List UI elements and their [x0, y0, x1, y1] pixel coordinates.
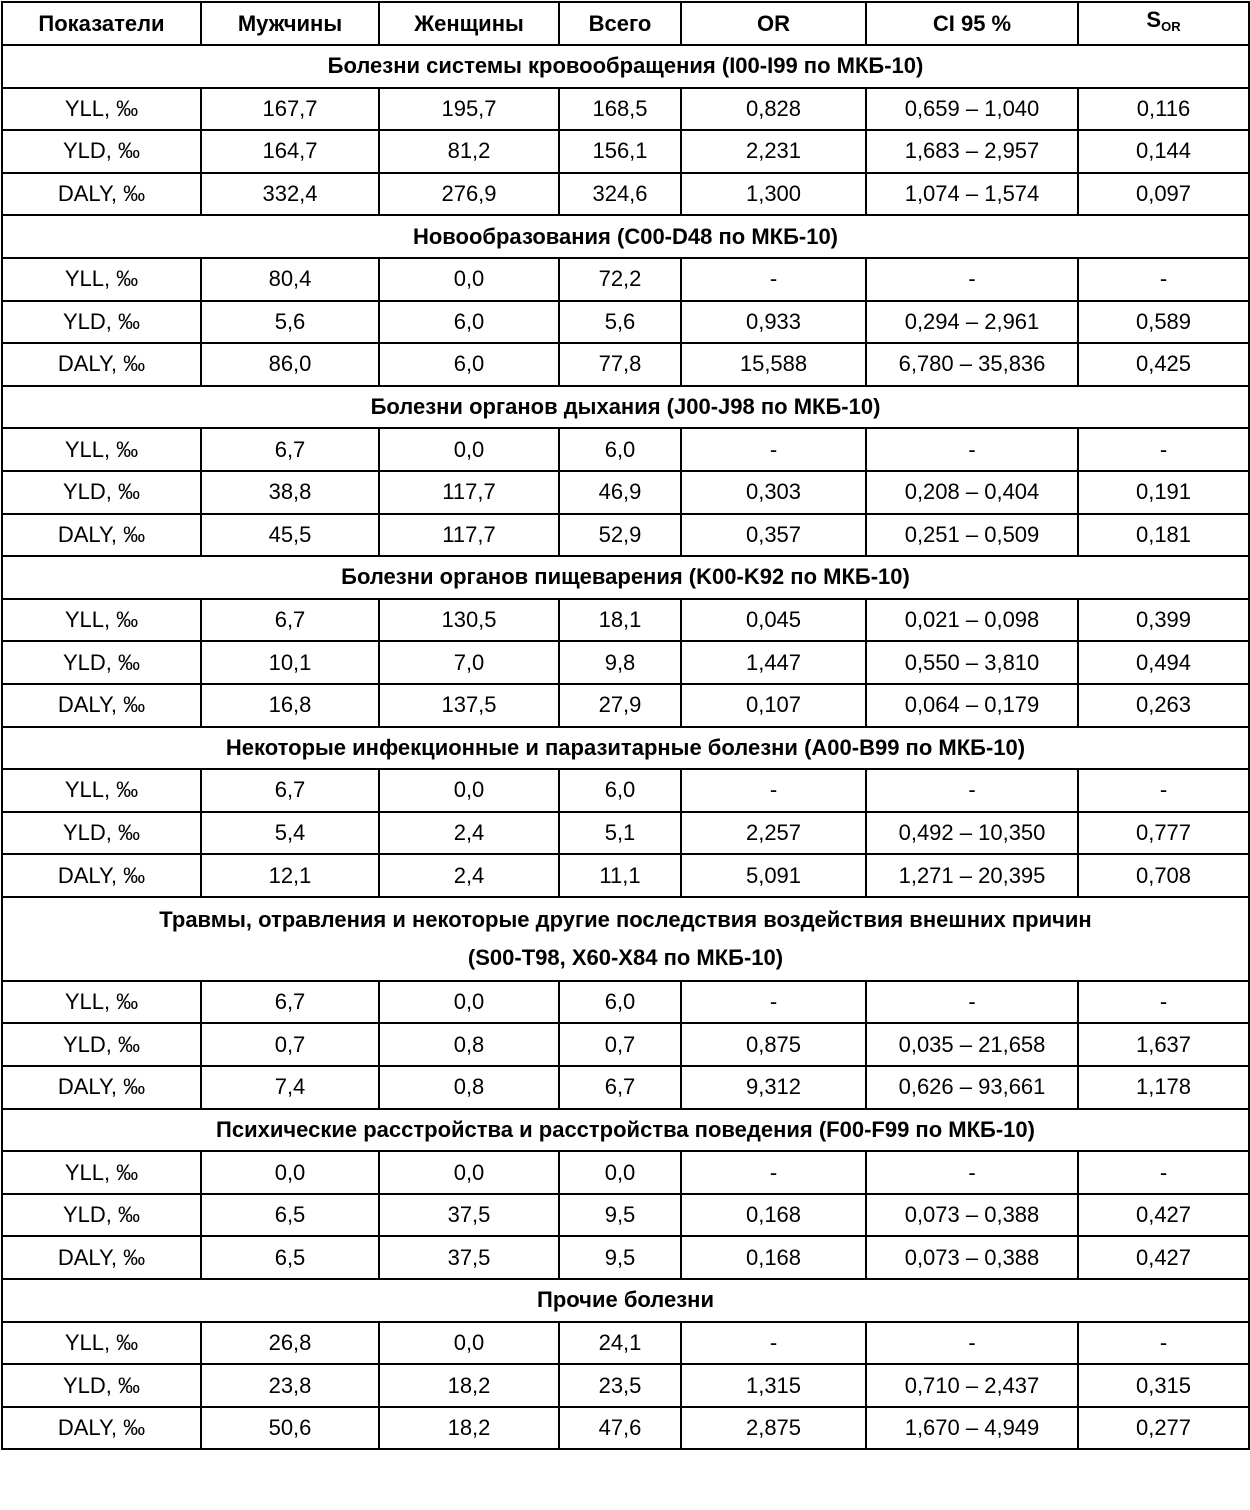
table-row [2, 343, 1249, 386]
cell-women: 0,0 [379, 981, 559, 1024]
table-body [2, 45, 1249, 1449]
table-row [2, 1364, 1249, 1407]
cell-total: 5,1 [559, 812, 681, 855]
cell-sor: 1,178 [1078, 1066, 1249, 1109]
cell-ci: 0,710 – 2,437 [866, 1364, 1078, 1407]
section-title-text: Травмы, отравления и некоторые другие последствия воздействия внешних причин [159, 906, 1092, 932]
cell-total: 27,9 [559, 684, 681, 727]
section-row [2, 897, 1249, 981]
cell-label: YLD, ‰ [2, 812, 201, 855]
cell-ci: 0,626 – 93,661 [866, 1066, 1078, 1109]
cell-men: 6,7 [201, 428, 379, 471]
cell-women: 0,8 [379, 1066, 559, 1109]
cell-women: 18,2 [379, 1364, 559, 1407]
cell-sor: - [1078, 428, 1249, 471]
cell-ci: - [866, 428, 1078, 471]
table-row [2, 981, 1249, 1024]
cell-women: 0,0 [379, 769, 559, 812]
cell-sor: 0,777 [1078, 812, 1249, 855]
cell-or: 0,875 [681, 1023, 866, 1066]
cell-or: 0,828 [681, 88, 866, 131]
section-title-text: Психические расстройства и расстройства поведения (F00-F99 по МКБ-10) [216, 1116, 1035, 1142]
table-row [2, 301, 1249, 344]
cell-men: 332,4 [201, 173, 379, 216]
header-sor [1078, 2, 1249, 45]
cell-women: 2,4 [379, 812, 559, 855]
cell-label: YLD, ‰ [2, 1364, 201, 1407]
cell-women: 195,7 [379, 88, 559, 131]
cell-total: 24,1 [559, 1322, 681, 1365]
table-row [2, 471, 1249, 514]
cell-label: YLD, ‰ [2, 130, 201, 173]
cell-label: DALY, ‰ [2, 514, 201, 557]
cell-label: YLL, ‰ [2, 599, 201, 642]
table-row [2, 1236, 1249, 1279]
cell-sor: 0,494 [1078, 641, 1249, 684]
table-row [2, 641, 1249, 684]
section-title [2, 215, 1249, 258]
cell-ci: 1,670 – 4,949 [866, 1407, 1078, 1450]
cell-total: 6,0 [559, 981, 681, 1024]
table-row [2, 854, 1249, 897]
cell-men: 0,0 [201, 1151, 379, 1194]
cell-men: 6,5 [201, 1194, 379, 1237]
cell-total: 72,2 [559, 258, 681, 301]
cell-label: YLD, ‰ [2, 1194, 201, 1237]
cell-men: 12,1 [201, 854, 379, 897]
cell-total: 52,9 [559, 514, 681, 557]
cell-total: 47,6 [559, 1407, 681, 1450]
table-row [2, 599, 1249, 642]
cell-ci: 1,683 – 2,957 [866, 130, 1078, 173]
cell-total: 168,5 [559, 88, 681, 131]
cell-or: 0,303 [681, 471, 866, 514]
table-row [2, 1194, 1249, 1237]
cell-label: YLL, ‰ [2, 1151, 201, 1194]
cell-sor: 0,263 [1078, 684, 1249, 727]
cell-total: 5,6 [559, 301, 681, 344]
cell-label: YLD, ‰ [2, 641, 201, 684]
cell-ci: 0,251 – 0,509 [866, 514, 1078, 557]
table-row [2, 684, 1249, 727]
header-men: Мужчины [201, 2, 379, 45]
cell-men: 167,7 [201, 88, 379, 131]
section-row [2, 1279, 1249, 1322]
cell-label: YLD, ‰ [2, 471, 201, 514]
cell-or: 0,933 [681, 301, 866, 344]
cell-or: - [681, 769, 866, 812]
section-title [2, 556, 1249, 599]
table-row [2, 812, 1249, 855]
cell-or: 1,315 [681, 1364, 866, 1407]
section-title [2, 386, 1249, 429]
cell-label: YLD, ‰ [2, 301, 201, 344]
cell-women: 117,7 [379, 514, 559, 557]
cell-men: 6,5 [201, 1236, 379, 1279]
cell-sor: - [1078, 1151, 1249, 1194]
header-or: OR [681, 2, 866, 45]
section-row [2, 556, 1249, 599]
cell-sor: 0,315 [1078, 1364, 1249, 1407]
cell-sor: 1,637 [1078, 1023, 1249, 1066]
cell-total: 6,7 [559, 1066, 681, 1109]
cell-label: YLL, ‰ [2, 428, 201, 471]
cell-label: DALY, ‰ [2, 343, 201, 386]
section-title-text: Болезни системы кровообращения (I00-I99 по МКБ-10) [327, 53, 924, 79]
cell-or: 15,588 [681, 343, 866, 386]
table-row [2, 769, 1249, 812]
cell-sor: 0,144 [1078, 130, 1249, 173]
cell-ci: - [866, 258, 1078, 301]
cell-total: 0,0 [559, 1151, 681, 1194]
cell-label: DALY, ‰ [2, 854, 201, 897]
cell-men: 38,8 [201, 471, 379, 514]
cell-label: DALY, ‰ [2, 1407, 201, 1450]
cell-ci: 0,294 – 2,961 [866, 301, 1078, 344]
cell-women: 6,0 [379, 343, 559, 386]
cell-men: 6,7 [201, 599, 379, 642]
cell-ci: - [866, 769, 1078, 812]
cell-sor: 0,425 [1078, 343, 1249, 386]
cell-men: 5,4 [201, 812, 379, 855]
cell-total: 46,9 [559, 471, 681, 514]
cell-women: 7,0 [379, 641, 559, 684]
section-row [2, 386, 1249, 429]
section-title [2, 1109, 1249, 1152]
cell-or: 9,312 [681, 1066, 866, 1109]
cell-women: 0,0 [379, 1151, 559, 1194]
cell-men: 6,7 [201, 981, 379, 1024]
cell-women: 117,7 [379, 471, 559, 514]
cell-women: 37,5 [379, 1194, 559, 1237]
cell-sor: 0,427 [1078, 1194, 1249, 1237]
cell-or: 0,107 [681, 684, 866, 727]
cell-label: DALY, ‰ [2, 684, 201, 727]
cell-ci: 0,064 – 0,179 [866, 684, 1078, 727]
cell-men: 26,8 [201, 1322, 379, 1365]
cell-total: 9,8 [559, 641, 681, 684]
cell-women: 6,0 [379, 301, 559, 344]
cell-total: 0,7 [559, 1023, 681, 1066]
section-title-text: Болезни органов дыхания (J00-J98 по МКБ-10) [370, 394, 881, 420]
cell-women: 276,9 [379, 173, 559, 216]
cell-label: DALY, ‰ [2, 1066, 201, 1109]
cell-ci: - [866, 1322, 1078, 1365]
section-title-text: Болезни органов пищеварения (K00-K92 по МКБ-10) [341, 564, 910, 590]
cell-label: YLL, ‰ [2, 769, 201, 812]
cell-or: - [681, 428, 866, 471]
cell-sor: 0,277 [1078, 1407, 1249, 1450]
cell-sor: - [1078, 258, 1249, 301]
header-total: Всего [559, 2, 681, 45]
cell-ci: 1,271 – 20,395 [866, 854, 1078, 897]
cell-women: 0,0 [379, 258, 559, 301]
cell-ci: 0,550 – 3,810 [866, 641, 1078, 684]
header-ci: CI 95 % [866, 2, 1078, 45]
cell-women: 130,5 [379, 599, 559, 642]
section-row [2, 45, 1249, 88]
cell-or: - [681, 1151, 866, 1194]
cell-total: 9,5 [559, 1194, 681, 1237]
cell-total: 324,6 [559, 173, 681, 216]
cell-women: 2,4 [379, 854, 559, 897]
cell-ci: - [866, 981, 1078, 1024]
cell-label: DALY, ‰ [2, 173, 201, 216]
section-title [2, 45, 1249, 88]
cell-sor: 0,097 [1078, 173, 1249, 216]
cell-men: 6,7 [201, 769, 379, 812]
cell-or: 0,357 [681, 514, 866, 557]
section-title [2, 1279, 1249, 1322]
table-row [2, 428, 1249, 471]
section-row [2, 1109, 1249, 1152]
cell-total: 23,5 [559, 1364, 681, 1407]
table-row [2, 88, 1249, 131]
cell-men: 45,5 [201, 514, 379, 557]
cell-men: 23,8 [201, 1364, 379, 1407]
header-sor-sub: OR [1161, 19, 1181, 34]
cell-sor: - [1078, 981, 1249, 1024]
cell-men: 7,4 [201, 1066, 379, 1109]
cell-or: 0,045 [681, 599, 866, 642]
cell-sor: 0,116 [1078, 88, 1249, 131]
cell-total: 18,1 [559, 599, 681, 642]
table-row [2, 258, 1249, 301]
cell-ci: 0,208 – 0,404 [866, 471, 1078, 514]
cell-women: 37,5 [379, 1236, 559, 1279]
cell-or: 0,168 [681, 1236, 866, 1279]
header-indicator: Показатели [2, 2, 201, 45]
data-table [1, 1, 1250, 1450]
header-sor-main: S [1146, 7, 1162, 32]
cell-or: - [681, 258, 866, 301]
cell-women: 81,2 [379, 130, 559, 173]
table-row [2, 1322, 1249, 1365]
cell-total: 6,0 [559, 428, 681, 471]
cell-or: 0,168 [681, 1194, 866, 1237]
cell-ci: 6,780 – 35,836 [866, 343, 1078, 386]
section-title [2, 727, 1249, 770]
table-row [2, 173, 1249, 216]
cell-men: 5,6 [201, 301, 379, 344]
cell-or: 2,231 [681, 130, 866, 173]
cell-sor: - [1078, 769, 1249, 812]
section-title-text: Прочие болезни [537, 1287, 714, 1313]
cell-ci: 0,492 – 10,350 [866, 812, 1078, 855]
cell-sor: 0,181 [1078, 514, 1249, 557]
cell-ci: 0,035 – 21,658 [866, 1023, 1078, 1066]
cell-total: 156,1 [559, 130, 681, 173]
cell-or: 1,300 [681, 173, 866, 216]
table-row [2, 130, 1249, 173]
cell-men: 10,1 [201, 641, 379, 684]
cell-ci: - [866, 1151, 1078, 1194]
cell-label: DALY, ‰ [2, 1236, 201, 1279]
cell-women: 137,5 [379, 684, 559, 727]
cell-total: 11,1 [559, 854, 681, 897]
cell-label: YLL, ‰ [2, 1322, 201, 1365]
section-row [2, 727, 1249, 770]
section-title-text-line2: (S00-T98, X60-X84 по МКБ-10) [467, 944, 784, 970]
cell-men: 50,6 [201, 1407, 379, 1450]
cell-women: 0,8 [379, 1023, 559, 1066]
cell-sor: 0,427 [1078, 1236, 1249, 1279]
cell-or: - [681, 981, 866, 1024]
table-row [2, 514, 1249, 557]
header-women: Женщины [379, 2, 559, 45]
cell-or: - [681, 1322, 866, 1365]
cell-or: 1,447 [681, 641, 866, 684]
cell-label: YLL, ‰ [2, 981, 201, 1024]
cell-women: 18,2 [379, 1407, 559, 1450]
header-row [2, 2, 1249, 45]
cell-label: YLL, ‰ [2, 258, 201, 301]
section-title-text: Новообразования (C00-D48 по МКБ-10) [412, 223, 839, 249]
cell-sor: 0,191 [1078, 471, 1249, 514]
section-title-text: Некоторые инфекционные и паразитарные болезни (A00-B99 по МКБ-10) [225, 734, 1026, 760]
cell-total: 77,8 [559, 343, 681, 386]
cell-ci: 0,073 – 0,388 [866, 1194, 1078, 1237]
cell-sor: 0,399 [1078, 599, 1249, 642]
cell-ci: 0,021 – 0,098 [866, 599, 1078, 642]
cell-women: 0,0 [379, 428, 559, 471]
cell-men: 164,7 [201, 130, 379, 173]
cell-or: 2,257 [681, 812, 866, 855]
table-row [2, 1023, 1249, 1066]
table-row [2, 1407, 1249, 1450]
cell-sor: 0,708 [1078, 854, 1249, 897]
cell-ci: 0,659 – 1,040 [866, 88, 1078, 131]
cell-sor: 0,589 [1078, 301, 1249, 344]
cell-sor: - [1078, 1322, 1249, 1365]
cell-women: 0,0 [379, 1322, 559, 1365]
cell-or: 5,091 [681, 854, 866, 897]
cell-label: YLL, ‰ [2, 88, 201, 131]
cell-label: YLD, ‰ [2, 1023, 201, 1066]
cell-men: 16,8 [201, 684, 379, 727]
cell-men: 0,7 [201, 1023, 379, 1066]
cell-total: 6,0 [559, 769, 681, 812]
cell-men: 86,0 [201, 343, 379, 386]
cell-total: 9,5 [559, 1236, 681, 1279]
section-title [2, 897, 1249, 981]
table-row [2, 1066, 1249, 1109]
cell-men: 80,4 [201, 258, 379, 301]
table-row [2, 1151, 1249, 1194]
cell-ci: 0,073 – 0,388 [866, 1236, 1078, 1279]
section-row [2, 215, 1249, 258]
cell-or: 2,875 [681, 1407, 866, 1450]
cell-ci: 1,074 – 1,574 [866, 173, 1078, 216]
